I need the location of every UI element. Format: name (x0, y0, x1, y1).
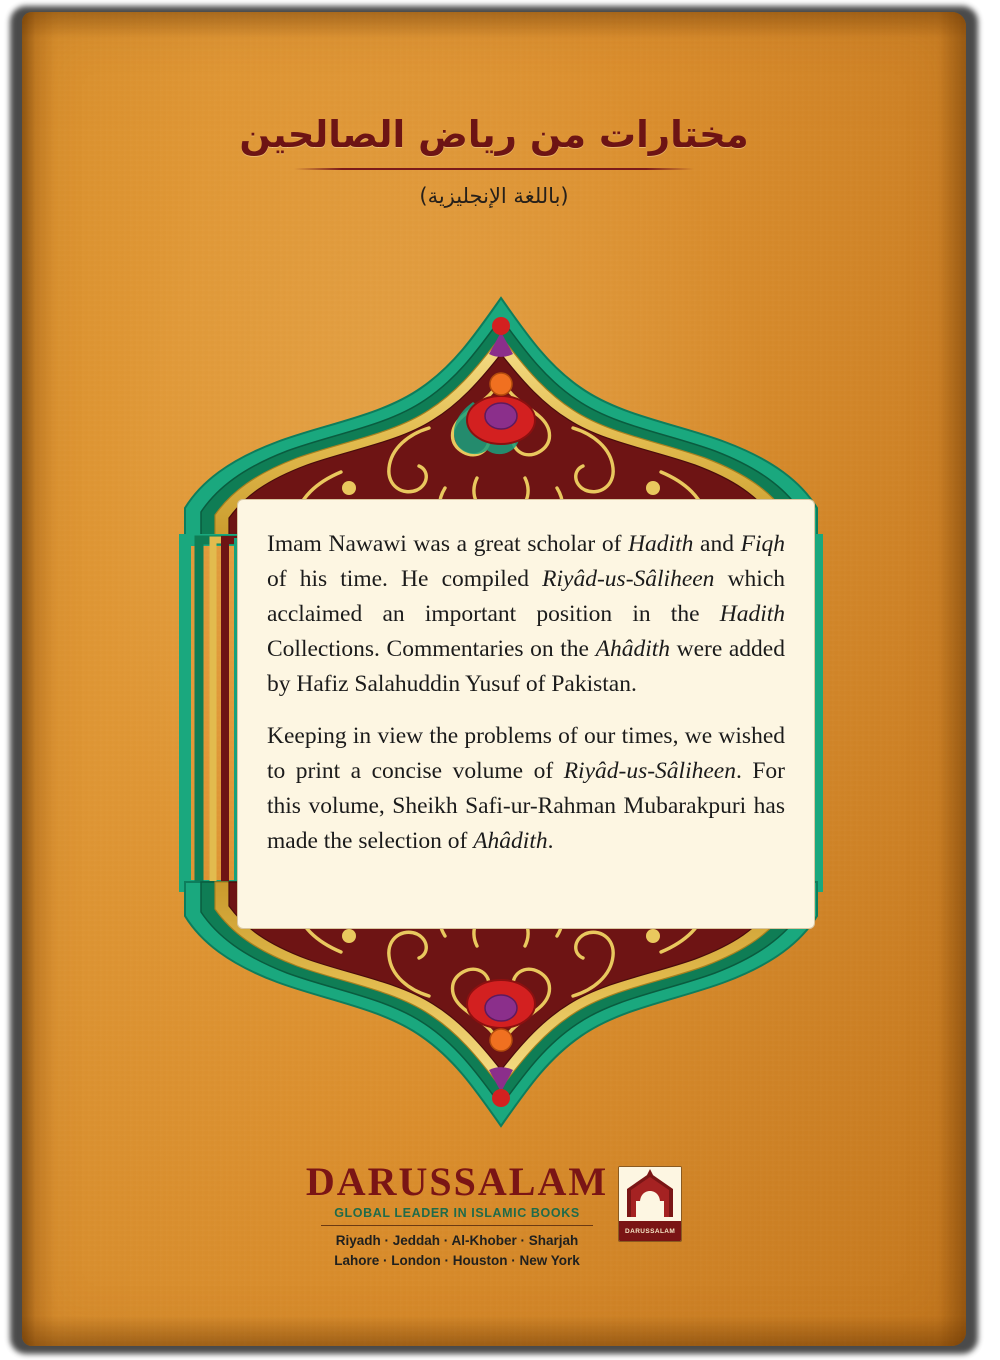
arabic-title-divider (294, 168, 694, 170)
arabic-title: مختارات من رياض الصالحين (239, 113, 749, 156)
logo-artwork (619, 1167, 681, 1221)
blurb-p2-italic-2: Ahâdith (473, 828, 548, 854)
blurb-p1-italic-3: Riyâd-us-Sâliheen (542, 566, 715, 592)
arabic-header (22, 112, 966, 208)
logo-wordmark: DARUSSALAM (619, 1221, 681, 1241)
blurb-p1-text-1: Imam Nawawi was a great scholar of (267, 531, 629, 557)
publisher-name: DARUSSALAM (305, 1159, 609, 1204)
publisher-cities-line-2: Lahore · London · Houston · New York (334, 1252, 580, 1268)
blurb-p2-text-3: . (547, 828, 554, 854)
publisher-tagline: GLOBAL LEADER IN ISLAMIC BOOKS (334, 1206, 580, 1220)
logo-mosque-icon (619, 1167, 681, 1221)
right-edge-shading (938, 12, 966, 1346)
blurb-p1-text-4: which acclaimed an important position in the (267, 566, 785, 627)
blurb-paragraph-2 (267, 719, 785, 859)
spine-shading (22, 12, 56, 1346)
blurb-p2-text-2: . For this volume, Sheikh Safi-ur-Rahman Mubarakpuri has made the selection of (267, 758, 785, 854)
publisher-divider (321, 1225, 593, 1226)
blurb-p2-italic-1: Riyâd-us-Sâliheen (563, 758, 736, 784)
blurb-panel (237, 499, 815, 929)
blurb-p1-text-3: of his time. He compiled (267, 566, 543, 592)
top-edge-shading (22, 12, 966, 38)
blurb-p1-italic-1: Hadith (628, 531, 694, 557)
darussalam-logo (618, 1166, 682, 1242)
publisher-inner (305, 1159, 682, 1270)
arabic-subtitle: (باللغة الإنجليزية) (419, 184, 569, 209)
blurb-p1-italic-5: Ahâdith (595, 636, 671, 662)
blurb-p1-text-5: Collections. Commentaries on the (267, 636, 596, 662)
publisher-block (22, 1159, 966, 1270)
blurb-p1-italic-2: Fiqh (740, 531, 785, 557)
blurb-p2-text-1: Keeping in view the problems of our times, we wished to print a concise volume of (267, 723, 785, 784)
bottom-edge-shading (22, 1316, 966, 1346)
blurb-p1-italic-4: Hadith (719, 601, 785, 627)
blurb-paragraph-1 (267, 527, 785, 702)
blurb-p1-text-6: were added by Hafiz Salahuddin Yusuf of Pakistan. (267, 636, 785, 697)
publisher-cities-line-1: Riyadh · Jeddah · Al-Khober · Sharjah (335, 1233, 579, 1248)
blurb-p1-text-2: and (693, 531, 741, 557)
book-cover (22, 12, 966, 1346)
